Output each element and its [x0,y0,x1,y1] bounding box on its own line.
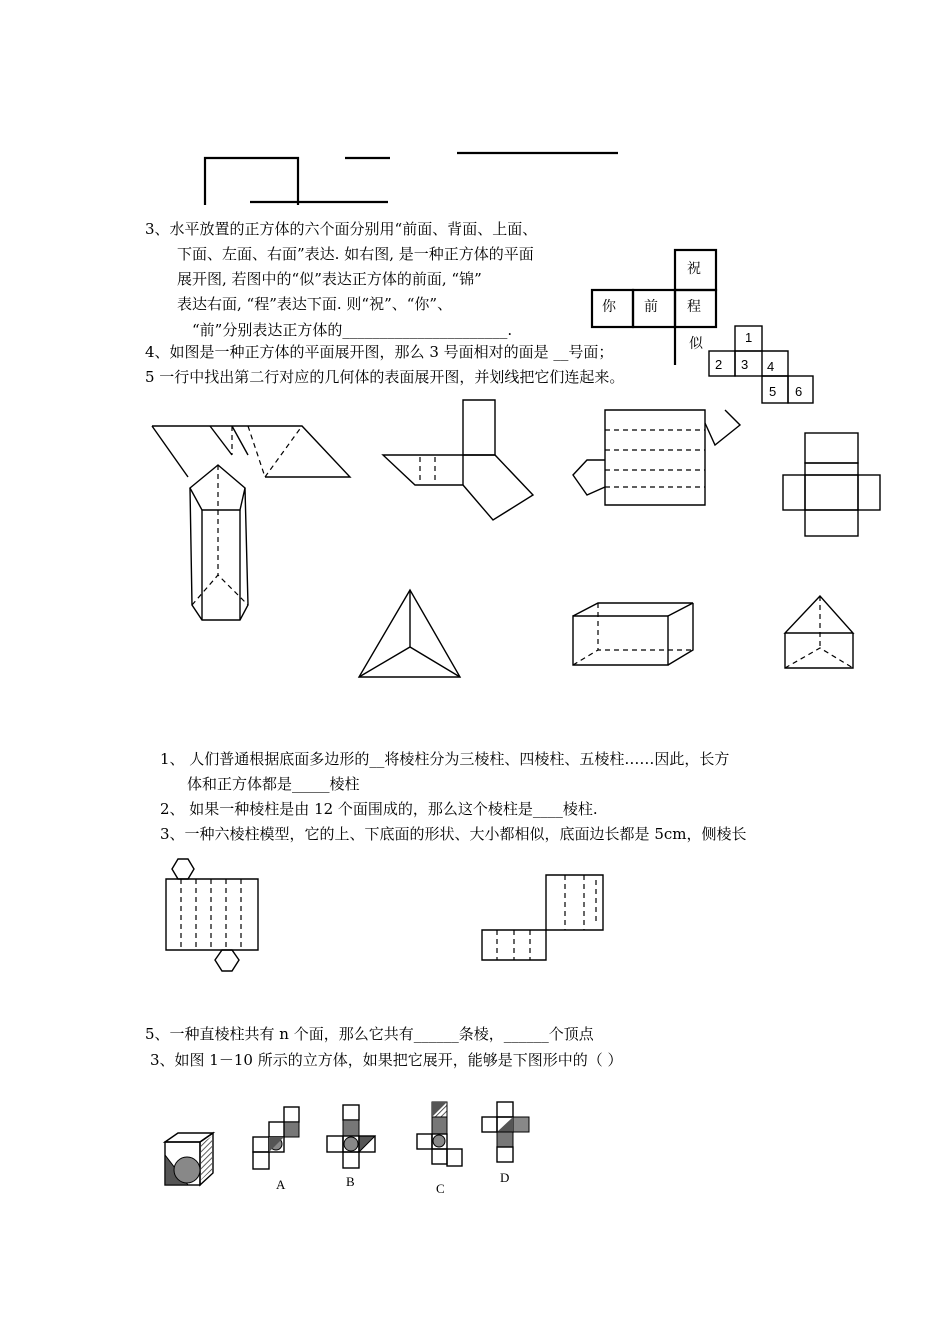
q5a-text: 5 一行中找出第二行对应的几何体的表面展开图，并划线把它们连起来。 [145,368,625,386]
option-net-a [248,1105,308,1173]
net-char-qian: 前 [644,299,658,315]
net-char-ni: 你 [602,299,616,315]
q3-line3: 展开图, 若图中的“似”表达正方体的前面, “锦” [177,270,482,288]
option-label-a: A [276,1177,286,1192]
q3-line1: 3、水平放置的正方体的六个面分别用“前面、背面、上面、 [145,220,538,238]
fill-item1-line2: 体和正方体都是_____棱柱 [187,775,360,793]
q4-text: 4、如图是一种正方体的平面展开图，那么 3 号面相对的面是 __号面； [145,343,614,361]
option-label-d: D [500,1170,510,1185]
net-pentagonal-prism-strip [565,405,745,510]
fill-item3: 3、一种六棱柱模型，它的上、下底面的形状、大小都相似，底面边长都是 5cm，侧棱长 [160,825,747,843]
option-net-d [480,1100,535,1165]
net-num-2: 2 [715,357,723,372]
net-two-squares-triangle [375,395,545,525]
net-char-cheng: 程 [687,299,701,315]
option-label-b: B [346,1174,355,1189]
cube-shaded-solid [160,1130,220,1190]
prism-pentagonal-3d [180,460,260,625]
q3-line4: 表达右面, “程”表达下面. 则“祝”、“你”、 [177,295,453,313]
fill-item2: 2、 如果一种棱柱是由 12 个面围成的，那么这个棱柱是____棱柱. [160,800,598,818]
option-label-c: C [436,1181,445,1196]
net-num-6: 6 [795,384,803,399]
net-cross-cuboid [780,430,890,540]
net-num-4: 4 [767,359,775,374]
solid-triangular-prism [780,593,860,673]
hex-prism-net-stepped [478,870,608,965]
net-char-zhu: 祝 [687,261,701,277]
option-net-c [412,1100,472,1180]
hex-prism-net-vertical [160,855,270,975]
solid-tetrahedron [355,585,465,680]
fill-item1-line1: 1、 人们普通根据底面多边形的__将棱柱分为三棱柱、四棱柱、五棱柱……因此，长方 [160,750,730,768]
net-num-5: 5 [769,384,777,399]
q5b-text: 5、一种直棱柱共有 n 个面，那么它共有______条棱，______个顶点 [145,1025,594,1043]
q3b-text: 3、如图 1－10 所示的立方体，如果把它展开，能够是下图形中的（ ） [150,1051,623,1069]
q3-line2: 下面、左面、右面”表达. 如右图, 是一种正方体的平面 [177,245,534,263]
net-num-1: 1 [745,330,753,345]
net-char-si: 似 [689,336,703,352]
net-num-3: 3 [741,357,749,372]
option-net-b [325,1103,380,1173]
top-fragment-lines [0,0,950,215]
solid-cuboid [568,598,698,668]
q3-line5: “前”分别表达正方体的______________________. [192,321,513,339]
